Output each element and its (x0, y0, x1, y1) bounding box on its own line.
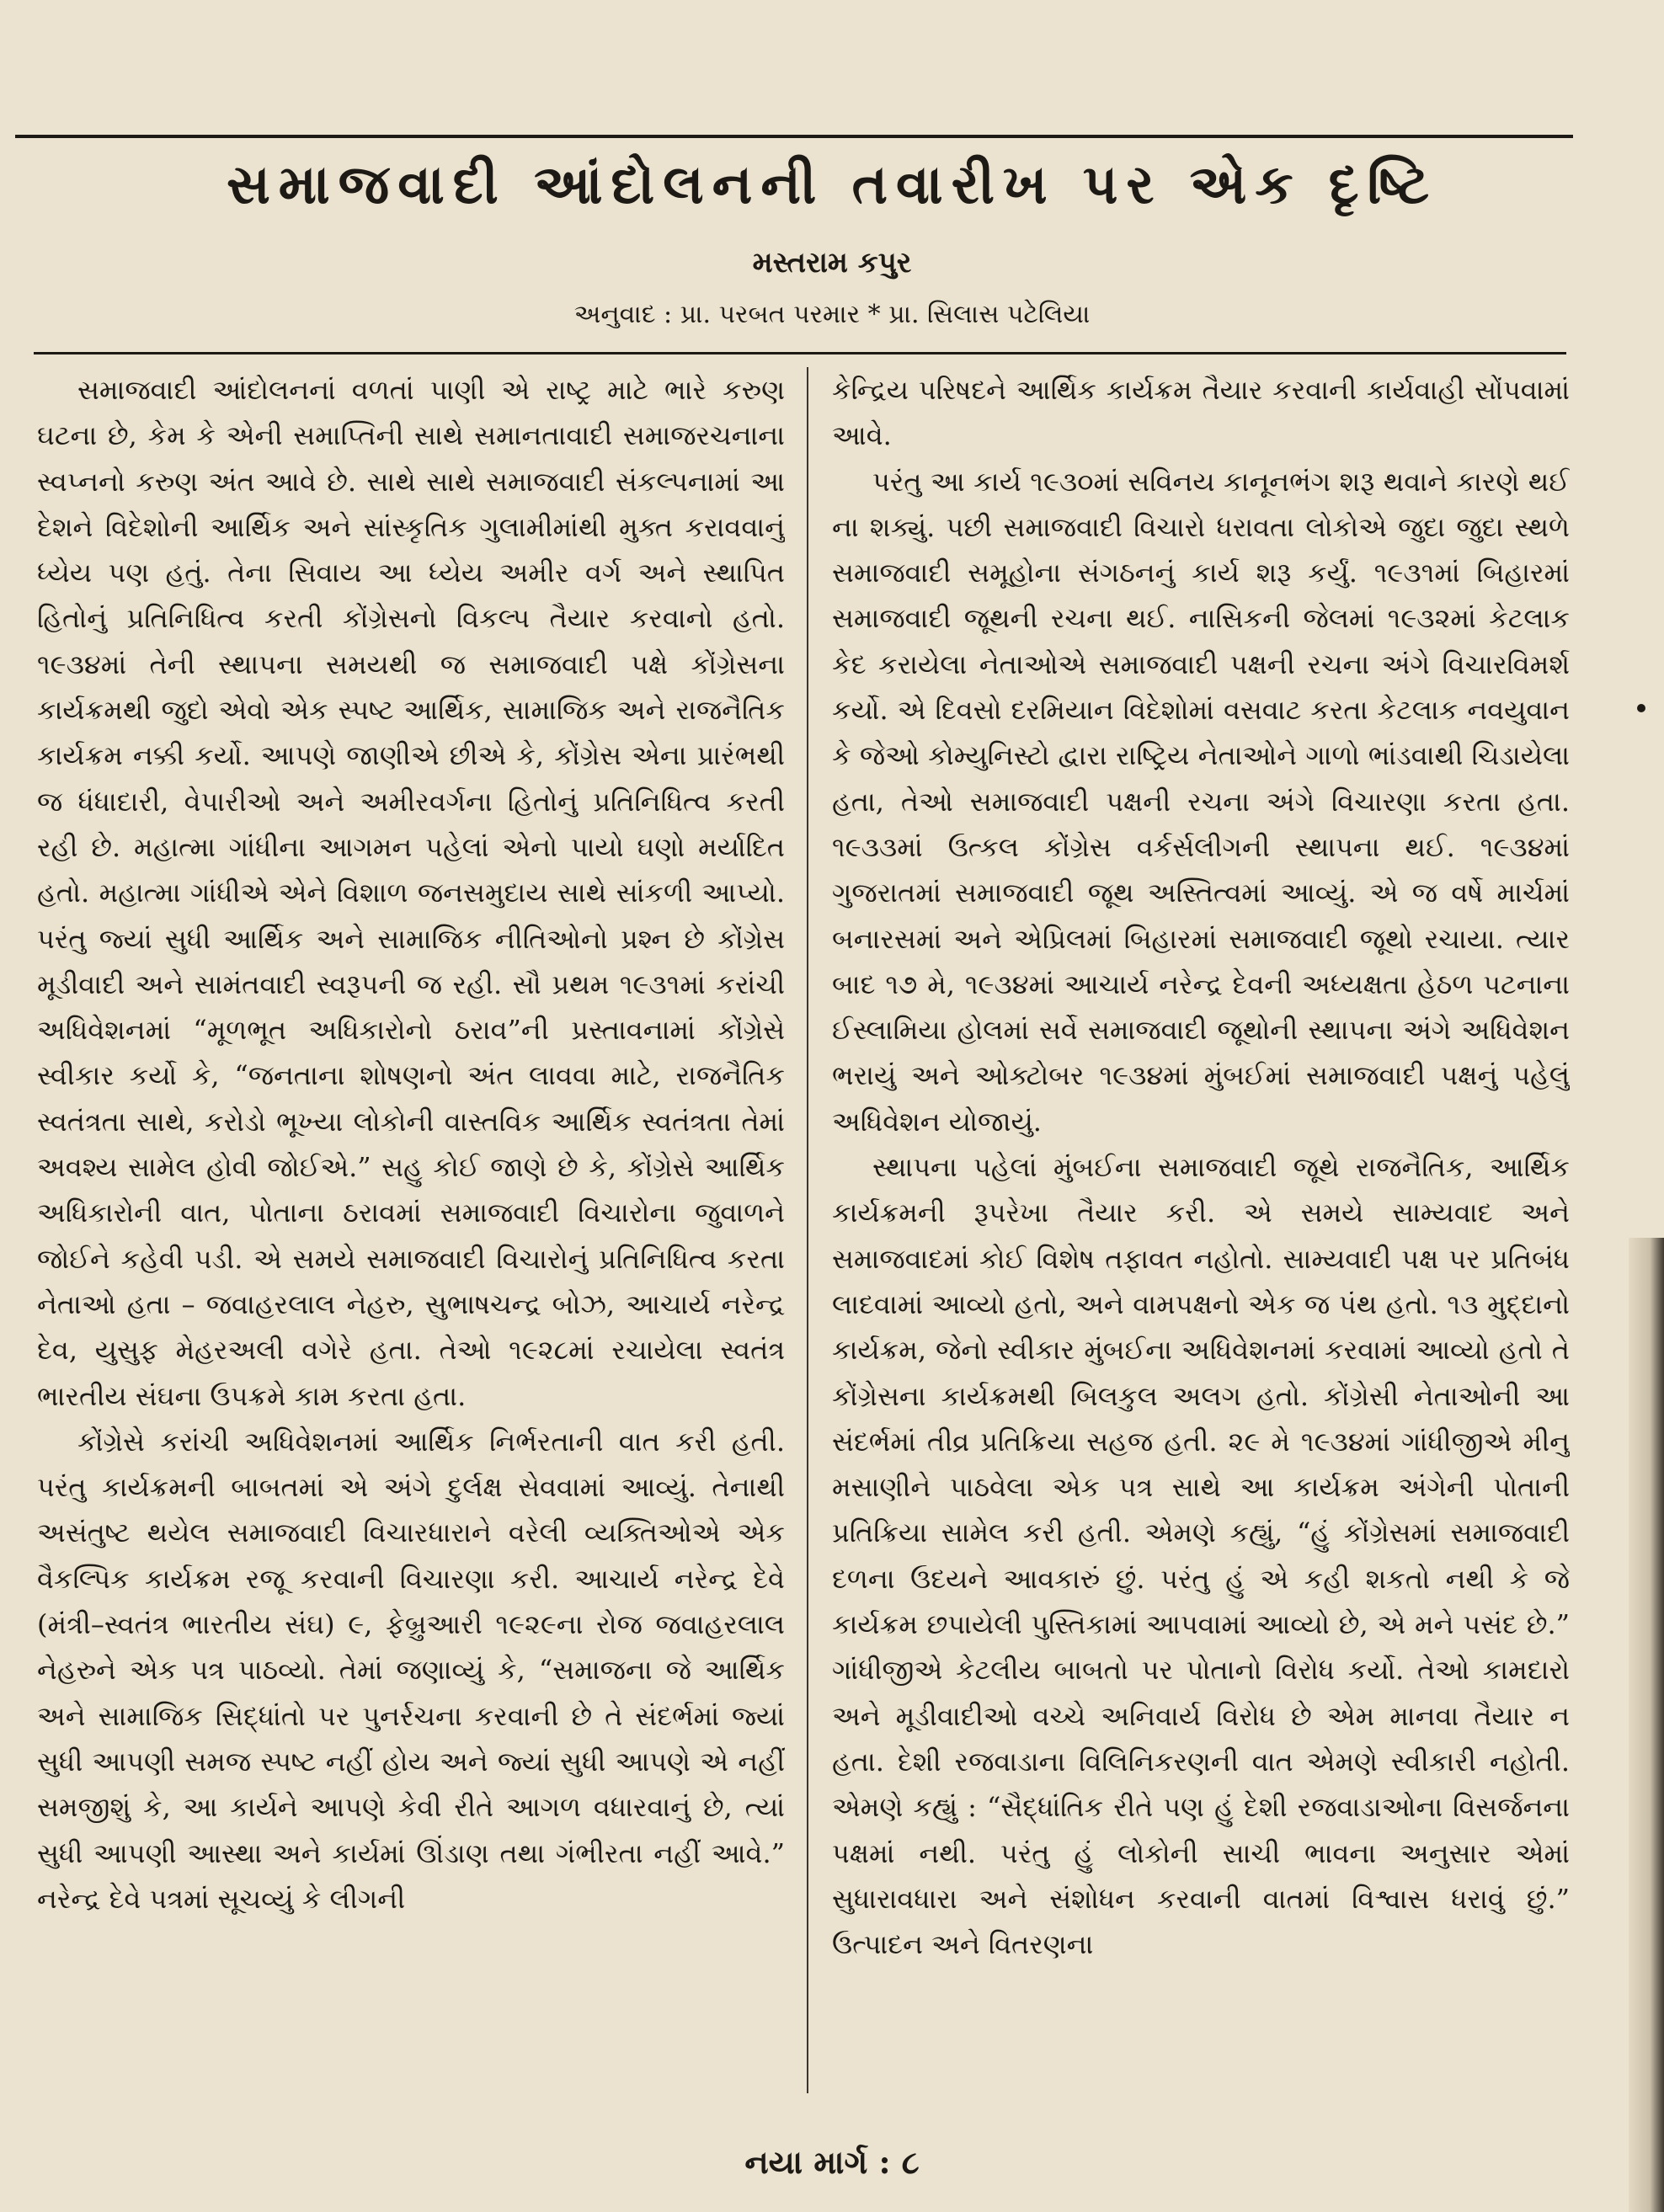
top-rule (15, 135, 1573, 138)
article-author: મસ્તરામ કપુર (752, 246, 912, 280)
paragraph: પરંતુ આ કાર્ય ૧૯૩૦માં સવિનય કાનૂનભંગ શરૂ થવાને કારણે થઈ ના શક્યું. પછી સમાજવાદી વિચારો ધરાવતા લોકોએ જુદા જુદા સ્થળે સમાજવાદી સમૂહોના સંગઠનનું કાર્ય શરૂ કર્યું. ૧૯૩૧માં બિહારમાં સમાજવાદી જૂથની રચના થઈ. નાસિકની જેલમાં ૧૯૩૨માં કેટલાક કેદ કરાયેલા નેતાઓએ સમાજવાદી પક્ષની રચના અંગે વિચારવિમર્શ કર્યો. એ દિવસો દરમિયાન વિદેશોમાં વસવાટ કરતા કેટલાક નવયુવાન કે જેઓ કોમ્યુનિસ્ટો દ્વારા રાષ્ટ્રિય નેતાઓને ગાળો ભાંડવાથી ચિડાયેલા હતા, તેઓ સમાજવાદી પક્ષની રચના અંગે વિચારણા કરતા હતા. ૧૯૩૩માં ઉત્કલ કોંગ્રેસ વર્કર્સલીગની સ્થાપના થઈ. ૧૯૩૪માં ગુજરાતમાં સમાજવાદી જૂથ અસ્તિત્વમાં આવ્યું. એ જ વર્ષે માર્ચમાં બનારસમાં અને એપ્રિલમાં બિહારમાં સમાજવાદી જૂથો રચાયા. ત્યાર બાદ ૧૭ મે, ૧૯૩૪માં આચાર્ય નરેન્દ્ર દેવની અધ્યક્ષતા હેઠળ પટનાના ઈસ્લામિયા હોલમાં સર્વે સમાજવાદી જૂથોની સ્થાપના અંગે અધિવેશન ભરાયું અને ઓક્ટોબર ૧૯૩૪માં મુંબઈમાં સમાજવાદી પક્ષનું પહેલું અધિવેશન યોજાયું. (832, 465, 1570, 1138)
paragraph: કોંગ્રેસે કરાંચી અધિવેશનમાં આર્થિક નિર્ભરતાની વાત કરી હતી. પરંતુ કાર્યક્રમની બાબતમાં એ અંગે દુર્લક્ષ સેવવામાં આવ્યું. તેનાથી અસંતુષ્ટ થયેલ સમાજવાદી વિચારધારાને વરેલી વ્યક્તિઓએ એક વૈકલ્પિક કાર્યક્રમ રજૂ કરવાની વિચારણા કરી. આચાર્ય નરેન્દ્ર દેવે (મંત્રી–સ્વતંત્ર ભારતીય સંઘ) ૯, ફેબ્રુઆરી ૧૯૨૯ના રોજ જવાહરલાલ નેહરુને એક પત્ર પાઠવ્યો. તેમાં જણાવ્યું કે, “સમાજના જે આર્થિક અને સામાજિક સિદ્ધાંતો પર પુનર્રચના કરવાની છે તે સંદર્ભમાં જ્યાં સુધી આપણી સમજ સ્પષ્ટ નહીં હોય અને જ્યાં સુધી આપણે એ નહીં સમજીશું કે, આ કાર્યને આપણે કેવી રીતે આગળ વધારવાનું છે, ત્યાં સુધી આપણી આસ્થા અને કાર્યમાં ઊંડાણ તથા ગંભીરતા નહીં આવે.” નરેન્દ્ર દેવે પત્રમાં સૂચવ્યું કે લીગની (37, 1425, 785, 1915)
torn-page-edge (1629, 1238, 1664, 2212)
paragraph: કેન્દ્રિય પરિષદને આર્થિક કાર્યક્રમ તૈયાર કરવાની કાર્યવાહી સોંપવામાં આવે. (832, 374, 1570, 452)
paragraph: સ્થાપના પહેલાં મુંબઈના સમાજવાદી જૂથે રાજનૈતિક, આર્થિક કાર્યક્રમની રૂપરેખા તૈયાર કરી. એ સમયે સામ્યવાદ અને સમાજવાદમાં કોઈ વિશેષ તફાવત નહોતો. સામ્યવાદી પક્ષ પર પ્રતિબંધ લાદવામાં આવ્યો હતો, અને વામપક્ષનો એક જ પંથ હતો. ૧૩ મુદ્દાનો કાર્યક્રમ, જેનો સ્વીકાર મુંબઈના અધિવેશનમાં કરવામાં આવ્યો હતો તે કોંગ્રેસના કાર્યક્રમથી બિલકુલ અલગ હતો. કોંગ્રેસી નેતાઓની આ સંદર્ભમાં તીવ્ર પ્રતિક્રિયા સહજ હતી. ૨૯ મે ૧૯૩૪માં ગાંધીજીએ મીનુ મસાણીને પાઠવેલા એક પત્ર સાથે આ કાર્યક્રમ અંગેની પોતાની પ્રતિક્રિયા સામેલ કરી હતી. એમણે કહ્યું, “હું કોંગ્રેસમાં સમાજવાદી દળના ઉદયને આવકારું છું. પરંતુ હું એ કહી શકતો નથી કે જે કાર્યક્રમ છપાયેલી પુસ્તિકામાં આપવામાં આવ્યો છે, એ મને પસંદ છે.” ગાંધીજીએ કેટલીય બાબતો પર પોતાનો વિરોધ કર્યો. તેઓ કામદારો અને મૂડીવાદીઓ વચ્ચે અનિવાર્ય વિરોધ છે એમ માનવા તૈયાર ન હતા. દેશી રજવાડાના વિલિનિકરણની વાત એમણે સ્વીકારી નહોતી. એમણે કહ્યું : “સૈદ્ધાંતિક રીતે પણ હું દેશી રજવાડાઓના વિસર્જનના પક્ષમાં નથી. પરંતુ હું લોકોની સાચી ભાવના અનુસાર એમાં સુધારાવધારા અને સંશોધન કરવાની વાતમાં વિશ્વાસ ધરાવું છું.” ઉત્પાદન અને વિતરણના (832, 1151, 1570, 1961)
page-footer: નયા માર્ગ : ૮ (744, 2143, 920, 2181)
paragraph: સમાજવાદી આંદોલનનાં વળતાં પાણી એ રાષ્ટ્ર માટે ભારે કરુણ ઘટના છે, કેમ કે એની સમાપ્તિની સાથે સમાનતાવાદી સમાજરચનાના સ્વપ્નનો કરુણ અંત આવે છે. સાથે સાથે સમાજવાદી સંકલ્પનામાં આ દેશને વિદેશોની આર્થિક અને સાંસ્કૃતિક ગુલામીમાંથી મુક્ત કરાવવાનું ધ્યેય પણ હતું. તેના સિવાય આ ધ્યેય અમીર વર્ગ અને સ્થાપિત હિતોનું પ્રતિનિધિત્વ કરતી કોંગ્રેસનો વિકલ્પ તૈયાર કરવાનો હતો. ૧૯૩૪માં તેની સ્થાપના સમયથી જ સમાજવાદી પક્ષે કોંગ્રેસના કાર્યક્રમથી જુદો એવો એક સ્પષ્ટ આર્થિક, સામાજિક અને રાજનૈતિક કાર્યક્રમ નક્કી કર્યો. આપણે જાણીએ છીએ કે, કોંગ્રેસ એના પ્રારંભથી જ ધંધાદારી, વેપારીઓ અને અમીરવર્ગના હિતોનું પ્રતિનિધિત્વ કરતી રહી છે. મહાત્મા ગાંધીના આગમન પહેલાં એનો પાયો ઘણો મર્યાદિત હતો. મહાત્મા ગાંધીએ એને વિશાળ જનસમુદાય સાથે સાંકળી આપ્યો. પરંતુ જ્યાં સુધી આર્થિક અને સામાજિક નીતિઓનો પ્રશ્ન છે કોંગ્રેસ મૂડીવાદી અને સામંતવાદી સ્વરૂપની જ રહી. સૌ પ્રથમ ૧૯૩૧માં કરાંચી અધિવેશનમાં “મૂળભૂત અધિકારોનો ઠરાવ”ની પ્રસ્તાવનામાં કોંગ્રેસે સ્વીકાર કર્યો કે, “જનતાના શોષણનો અંત લાવવા માટે, રાજનૈતિક સ્વતંત્રતા સાથે, કરોડો ભૂખ્યા લોકોની વાસ્તવિક આર્થિક સ્વતંત્રતા તેમાં અવશ્ય સામેલ હોવી જોઈએ.” સહુ કોઈ જાણે છે કે, કોંગ્રેસે આર્થિક અધિકારોની વાત, પોતાના ઠરાવમાં સમાજવાદી વિચારોના જુવાળને જોઈને કહેવી પડી. એ સમયે સમાજવાદી વિચારોનું પ્રતિનિધિત્વ કરતા નેતાઓ હતા – જવાહરલાલ નેહરુ, સુભાષચન્દ્ર બોઝ, આચાર્ય નરેન્દ્ર દેવ, યુસુફ મેહરઅલી વગેરે હતા. તેઓ ૧૯૨૮માં રચાયેલા સ્વતંત્ર ભારતીય સંઘના ઉપક્રમે કામ કરતા હતા. (37, 374, 785, 1412)
margin-mark (1637, 704, 1645, 712)
left-column (37, 367, 785, 2093)
right-column (832, 367, 1570, 2093)
article-title: સમાજવાદી આંદોલનની તવારીખ પર એક દૃષ્ટિ (226, 153, 1438, 216)
column-divider (807, 367, 808, 2093)
header-separator (34, 352, 1566, 354)
article-translators: અનુવાદ : પ્રા. પરબત પરમાર * પ્રા. સિલાસ પટેલિયા (573, 300, 1091, 329)
